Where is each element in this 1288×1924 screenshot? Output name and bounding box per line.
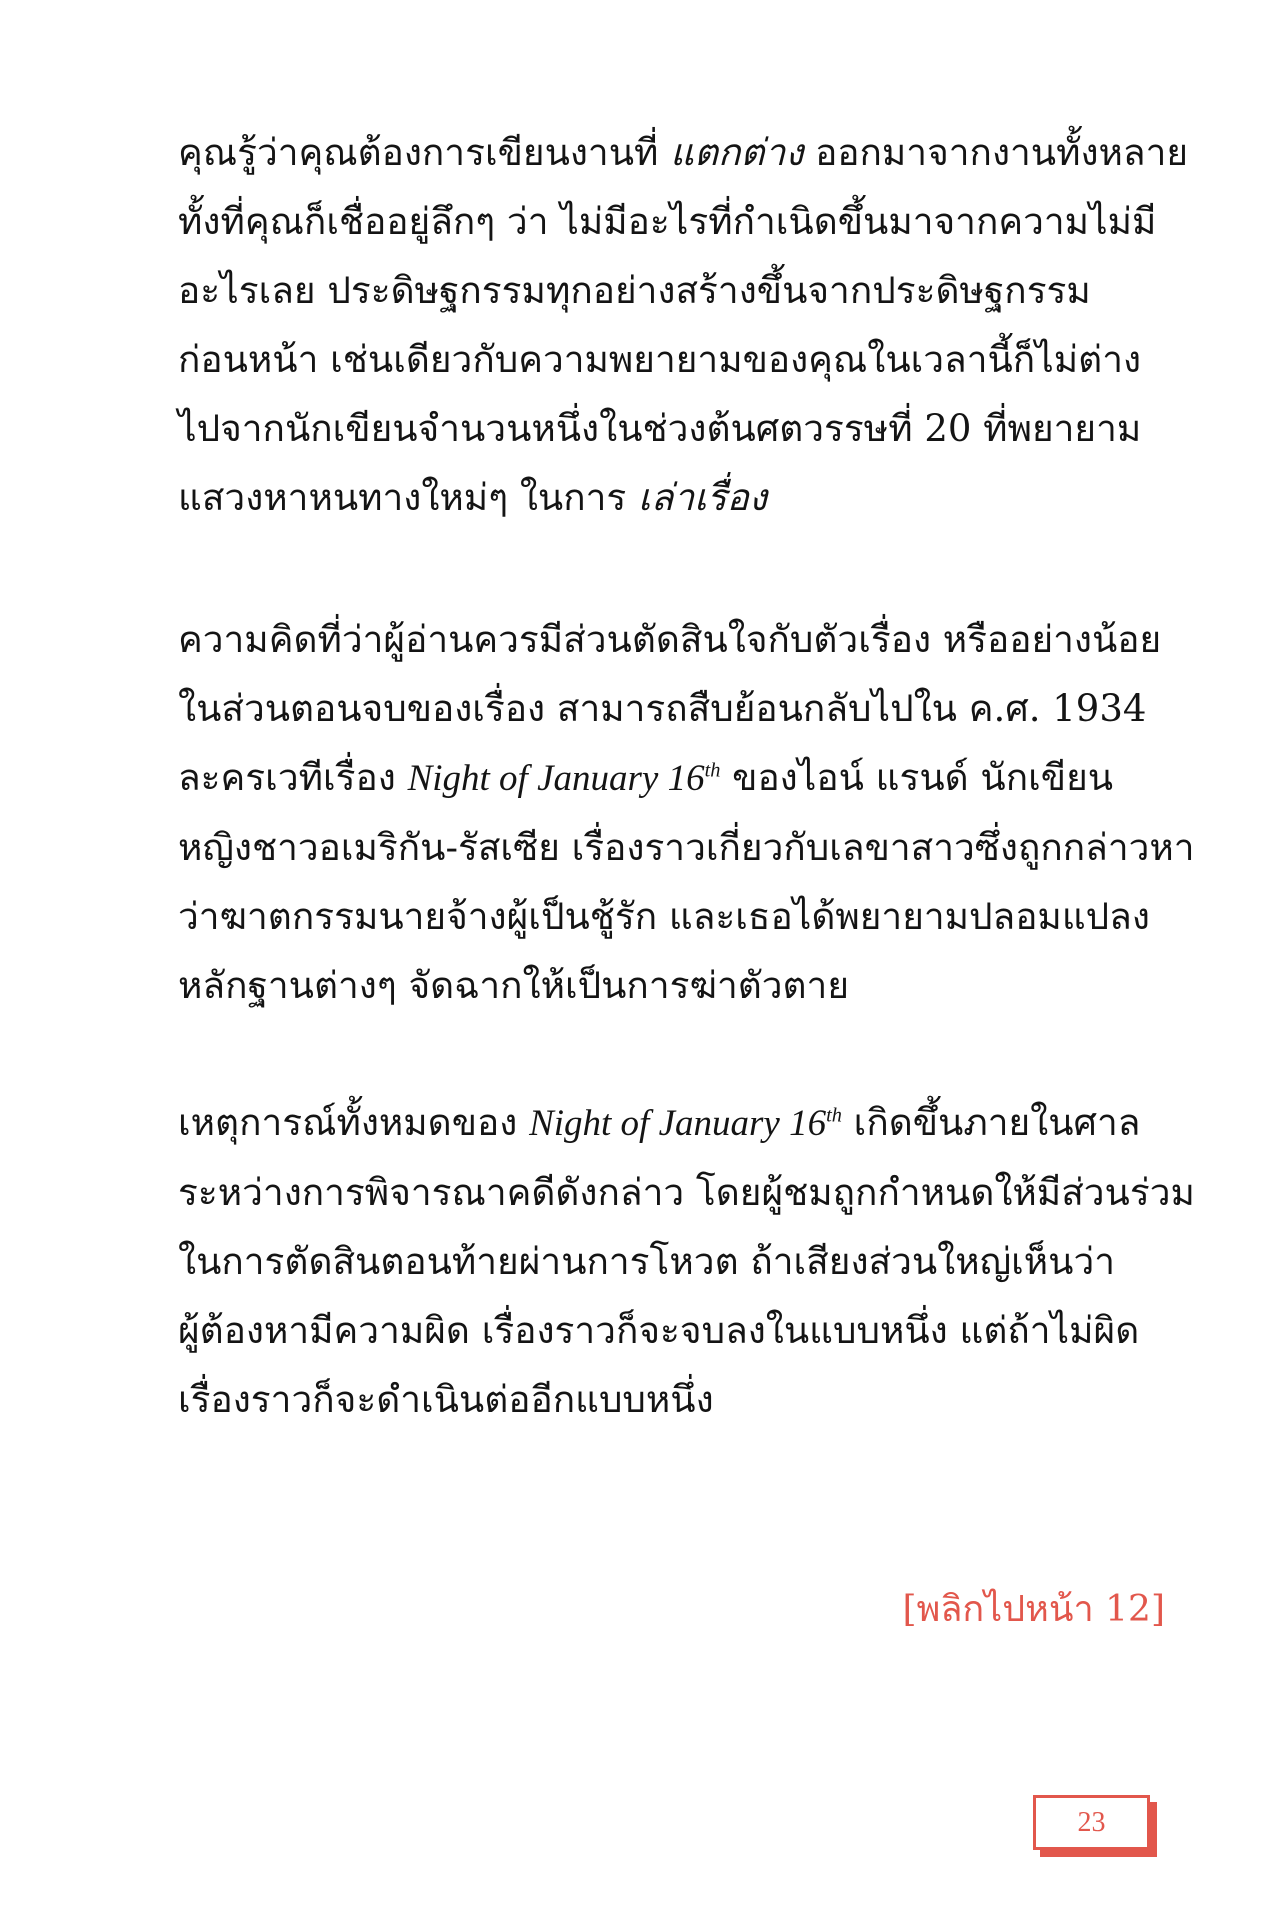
page-number-badge — [1033, 1795, 1150, 1850]
italic-text: เล่าเรื่อง — [638, 476, 767, 519]
text-line — [178, 1158, 1195, 1227]
text-run: หญิงชาวอเมริกัน-รัสเซีย เรื่องราวเกี่ยวกับเลขาสาวซึ่งถูกกล่าวหา — [178, 826, 1195, 869]
text-run: เรื่องราวก็จะดำเนินต่ออีกแบบหนึ่ง — [178, 1378, 714, 1421]
play-title: Night of January 16th — [407, 758, 721, 799]
text-run: ทั้งที่คุณก็เชื่ออยู่ลึกๆ ว่า ไม่มีอะไรที่กำเนิดขึ้นมาจากความไม่มี — [178, 200, 1157, 243]
italic-text: แตกต่าง — [670, 131, 804, 174]
text-run: อะไรเลย ประดิษฐกรรมทุกอย่างสร้างขึ้นจากประดิษฐกรรม — [178, 269, 1091, 312]
text-line — [178, 1296, 1165, 1365]
paragraph-2 — [178, 605, 1195, 1020]
text-line — [178, 674, 1165, 743]
text-run: ผู้ต้องหามีความผิด เรื่องราวก็จะจบลงในแบบหนึ่ง แต่ถ้าไม่ผิด — [178, 1309, 1140, 1352]
text-run: ในส่วนตอนจบของเรื่อง สามารถสืบย้อนกลับไปใน ค.ศ. 1934 — [178, 687, 1147, 730]
ordinal-suffix: th — [704, 759, 721, 782]
text-run: เกิดขึ้นภายในศาล — [841, 1101, 1141, 1144]
text-run: ในการตัดสินตอนท้ายผ่านการโหวต ถ้าเสียงส่วนใหญ่เห็นว่า — [178, 1240, 1116, 1283]
text-run: เหตุการณ์ทั้งหมดของ — [178, 1101, 530, 1144]
text-line — [178, 743, 1165, 813]
text-line — [178, 951, 1165, 1020]
text-line — [178, 1088, 1165, 1158]
text-run: ก่อนหน้า เช่นเดียวกับความพยายามของคุณในเวลานี้ก็ไม่ต่าง — [178, 338, 1142, 381]
text-line — [178, 1227, 1165, 1296]
text-run: หลักฐานต่างๆ จัดฉากให้เป็นการฆ่าตัวตาย — [178, 964, 850, 1007]
go-to-page-12-link[interactable]: [พลิกไปหน้า 12] — [902, 1589, 1165, 1630]
text-line — [178, 1365, 1165, 1434]
paragraph-3 — [178, 1088, 1195, 1434]
text-line — [178, 118, 1189, 187]
text-run: ของไอน์ แรนด์ นักเขียน — [720, 756, 1114, 799]
text-run: ออกมาจากงานทั้งหลาย — [803, 131, 1189, 174]
text-run: แสวงหาหนทางใหม่ๆ ในการ — [178, 476, 639, 519]
text-line — [178, 605, 1165, 674]
text-line — [178, 813, 1195, 882]
ordinal-suffix: th — [826, 1104, 842, 1127]
text-line — [178, 187, 1165, 256]
play-title: Night of January 16th — [529, 1103, 842, 1144]
text-run: ความคิดที่ว่าผู้อ่านควรมีส่วนตัดสินใจกับตัวเรื่อง หรืออย่างน้อย — [178, 618, 1162, 661]
text-run: ไปจากนักเขียนจำนวนหนึ่งในช่วงต้นศตวรรษที่ 20 ที่พยายาม — [178, 407, 1142, 450]
paragraph-1 — [178, 118, 1189, 532]
text-run: ระหว่างการพิจารณาคดีดังกล่าว โดยผู้ชมถูกกำหนดให้มีส่วนร่วม — [178, 1171, 1195, 1214]
text-line — [178, 325, 1165, 394]
text-line — [178, 463, 1165, 532]
page-number: 23 — [1077, 1806, 1106, 1838]
text-run: ละครเวทีเรื่อง — [178, 756, 408, 799]
text-line — [178, 882, 1165, 951]
text-run: ว่าฆาตกรรมนายจ้างผู้เป็นชู้รัก และเธอได้พยายามปลอมแปลง — [178, 895, 1150, 938]
text-line — [178, 256, 1165, 325]
text-line — [178, 394, 1165, 463]
text-run: คุณรู้ว่าคุณต้องการเขียนงานที่ — [178, 131, 671, 174]
